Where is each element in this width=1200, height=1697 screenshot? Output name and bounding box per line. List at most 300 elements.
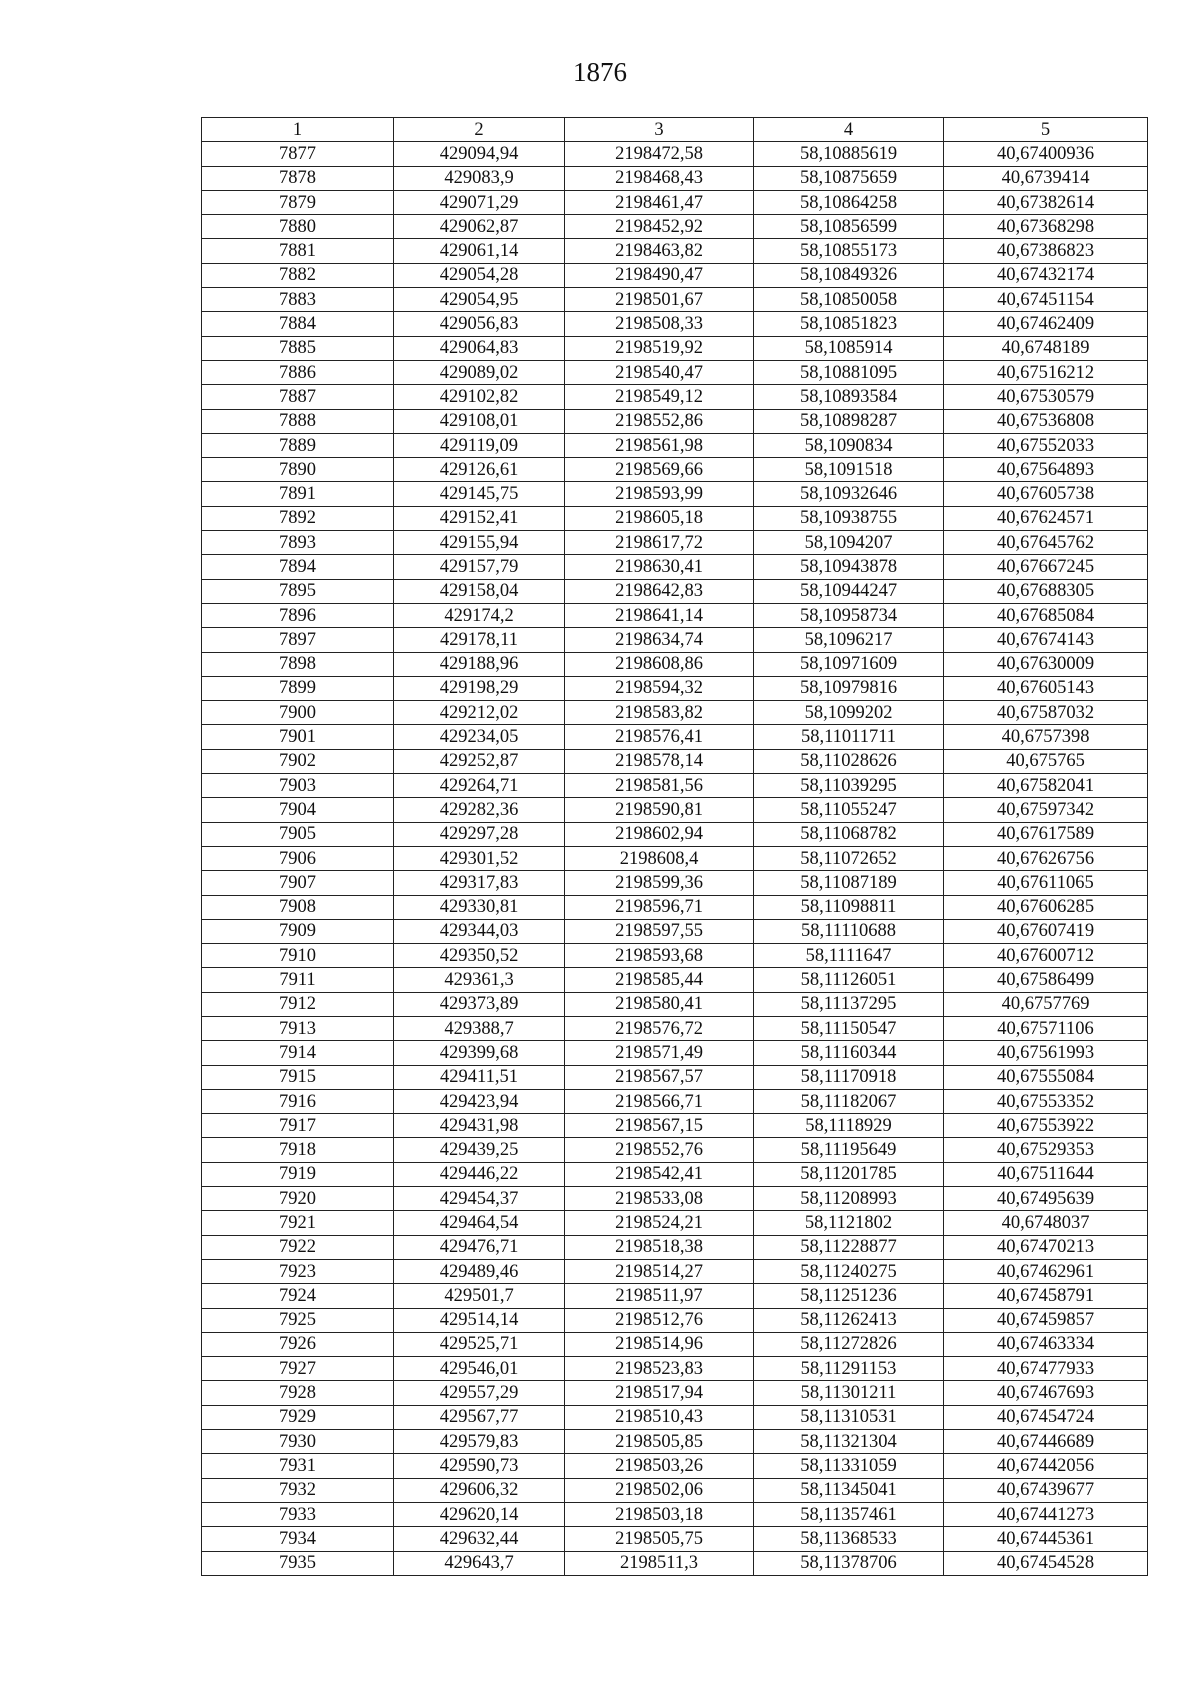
x-coordinate-cell: 429632,44 xyxy=(394,1527,565,1551)
longitude-cell: 40,6757769 xyxy=(944,992,1148,1016)
table-row xyxy=(202,603,1148,627)
y-coordinate-cell: 2198583,82 xyxy=(565,701,754,725)
x-coordinate-cell: 429064,83 xyxy=(394,336,565,360)
point-number-cell: 7927 xyxy=(202,1357,394,1381)
table-row xyxy=(202,555,1148,579)
longitude-cell: 40,67564893 xyxy=(944,458,1148,482)
x-coordinate-cell: 429174,2 xyxy=(394,603,565,627)
x-coordinate-cell: 429439,25 xyxy=(394,1138,565,1162)
point-number-cell: 7886 xyxy=(202,360,394,384)
x-coordinate-cell: 429152,41 xyxy=(394,506,565,530)
x-coordinate-cell: 429234,05 xyxy=(394,725,565,749)
y-coordinate-cell: 2198524,21 xyxy=(565,1211,754,1235)
table-row xyxy=(202,919,1148,943)
longitude-cell: 40,67441273 xyxy=(944,1502,1148,1526)
point-number-cell: 7933 xyxy=(202,1502,394,1526)
x-coordinate-cell: 429108,01 xyxy=(394,409,565,433)
latitude-cell: 58,1099202 xyxy=(754,701,944,725)
x-coordinate-cell: 429464,54 xyxy=(394,1211,565,1235)
x-coordinate-cell: 429056,83 xyxy=(394,312,565,336)
longitude-cell: 40,67495639 xyxy=(944,1187,1148,1211)
latitude-cell: 58,11310531 xyxy=(754,1405,944,1429)
point-number-cell: 7930 xyxy=(202,1430,394,1454)
x-coordinate-cell: 429198,29 xyxy=(394,676,565,700)
column-header: 2 xyxy=(394,118,565,142)
latitude-cell: 58,10885619 xyxy=(754,142,944,166)
point-number-cell: 7883 xyxy=(202,288,394,312)
longitude-cell: 40,67386823 xyxy=(944,239,1148,263)
point-number-cell: 7897 xyxy=(202,628,394,652)
table-row xyxy=(202,1041,1148,1065)
table-row xyxy=(202,798,1148,822)
point-number-cell: 7905 xyxy=(202,822,394,846)
longitude-cell: 40,67445361 xyxy=(944,1527,1148,1551)
x-coordinate-cell: 429388,7 xyxy=(394,1016,565,1040)
y-coordinate-cell: 2198514,27 xyxy=(565,1259,754,1283)
y-coordinate-cell: 2198549,12 xyxy=(565,385,754,409)
latitude-cell: 58,1091518 xyxy=(754,458,944,482)
point-number-cell: 7922 xyxy=(202,1235,394,1259)
point-number-cell: 7899 xyxy=(202,676,394,700)
y-coordinate-cell: 2198505,75 xyxy=(565,1527,754,1551)
x-coordinate-cell: 429489,46 xyxy=(394,1259,565,1283)
coordinates-table xyxy=(201,117,1148,1576)
page-number: 1876 xyxy=(573,57,627,87)
point-number-cell: 7935 xyxy=(202,1551,394,1575)
longitude-cell: 40,67552033 xyxy=(944,433,1148,457)
y-coordinate-cell: 2198602,94 xyxy=(565,822,754,846)
x-coordinate-cell: 429361,3 xyxy=(394,968,565,992)
column-header: 3 xyxy=(565,118,754,142)
y-coordinate-cell: 2198594,32 xyxy=(565,676,754,700)
header-row xyxy=(202,118,1148,142)
x-coordinate-cell: 429431,98 xyxy=(394,1114,565,1138)
table-row xyxy=(202,1284,1148,1308)
longitude-cell: 40,67607419 xyxy=(944,919,1148,943)
x-coordinate-cell: 429350,52 xyxy=(394,944,565,968)
latitude-cell: 58,11072652 xyxy=(754,846,944,870)
y-coordinate-cell: 2198505,85 xyxy=(565,1430,754,1454)
point-number-cell: 7918 xyxy=(202,1138,394,1162)
y-coordinate-cell: 2198593,68 xyxy=(565,944,754,968)
table-row xyxy=(202,1162,1148,1186)
y-coordinate-cell: 2198519,92 xyxy=(565,336,754,360)
y-coordinate-cell: 2198502,06 xyxy=(565,1478,754,1502)
y-coordinate-cell: 2198634,74 xyxy=(565,628,754,652)
point-number-cell: 7890 xyxy=(202,458,394,482)
longitude-cell: 40,67439677 xyxy=(944,1478,1148,1502)
y-coordinate-cell: 2198511,3 xyxy=(565,1551,754,1575)
y-coordinate-cell: 2198596,71 xyxy=(565,895,754,919)
y-coordinate-cell: 2198501,67 xyxy=(565,288,754,312)
y-coordinate-cell: 2198585,44 xyxy=(565,968,754,992)
table-row xyxy=(202,1527,1148,1551)
longitude-cell: 40,67382614 xyxy=(944,190,1148,214)
y-coordinate-cell: 2198518,38 xyxy=(565,1235,754,1259)
x-coordinate-cell: 429083,9 xyxy=(394,166,565,190)
longitude-cell: 40,67645762 xyxy=(944,531,1148,555)
y-coordinate-cell: 2198605,18 xyxy=(565,506,754,530)
point-number-cell: 7898 xyxy=(202,652,394,676)
longitude-cell: 40,67555084 xyxy=(944,1065,1148,1089)
longitude-cell: 40,67553352 xyxy=(944,1089,1148,1113)
x-coordinate-cell: 429282,36 xyxy=(394,798,565,822)
table-row xyxy=(202,1089,1148,1113)
longitude-cell: 40,6739414 xyxy=(944,166,1148,190)
table-row xyxy=(202,142,1148,166)
point-number-cell: 7885 xyxy=(202,336,394,360)
table-row xyxy=(202,1551,1148,1575)
table-row xyxy=(202,676,1148,700)
latitude-cell: 58,10849326 xyxy=(754,263,944,287)
table-row xyxy=(202,774,1148,798)
y-coordinate-cell: 2198597,55 xyxy=(565,919,754,943)
x-coordinate-cell: 429054,95 xyxy=(394,288,565,312)
point-number-cell: 7879 xyxy=(202,190,394,214)
point-number-cell: 7896 xyxy=(202,603,394,627)
y-coordinate-cell: 2198593,99 xyxy=(565,482,754,506)
x-coordinate-cell: 429590,73 xyxy=(394,1454,565,1478)
point-number-cell: 7900 xyxy=(202,701,394,725)
point-number-cell: 7931 xyxy=(202,1454,394,1478)
y-coordinate-cell: 2198630,41 xyxy=(565,555,754,579)
x-coordinate-cell: 429297,28 xyxy=(394,822,565,846)
x-coordinate-cell: 429094,94 xyxy=(394,142,565,166)
point-number-cell: 7882 xyxy=(202,263,394,287)
x-coordinate-cell: 429411,51 xyxy=(394,1065,565,1089)
longitude-cell: 40,67597342 xyxy=(944,798,1148,822)
x-coordinate-cell: 429126,61 xyxy=(394,458,565,482)
point-number-cell: 7880 xyxy=(202,215,394,239)
latitude-cell: 58,10893584 xyxy=(754,385,944,409)
table-row xyxy=(202,1308,1148,1332)
x-coordinate-cell: 429119,09 xyxy=(394,433,565,457)
y-coordinate-cell: 2198452,92 xyxy=(565,215,754,239)
table-row xyxy=(202,1478,1148,1502)
y-coordinate-cell: 2198581,56 xyxy=(565,774,754,798)
x-coordinate-cell: 429557,29 xyxy=(394,1381,565,1405)
x-coordinate-cell: 429373,89 xyxy=(394,992,565,1016)
latitude-cell: 58,11126051 xyxy=(754,968,944,992)
point-number-cell: 7894 xyxy=(202,555,394,579)
table-row xyxy=(202,506,1148,530)
point-number-cell: 7928 xyxy=(202,1381,394,1405)
x-coordinate-cell: 429567,77 xyxy=(394,1405,565,1429)
x-coordinate-cell: 429423,94 xyxy=(394,1089,565,1113)
point-number-cell: 7915 xyxy=(202,1065,394,1089)
longitude-cell: 40,6757398 xyxy=(944,725,1148,749)
longitude-cell: 40,67624571 xyxy=(944,506,1148,530)
table-row xyxy=(202,1138,1148,1162)
point-number-cell: 7906 xyxy=(202,846,394,870)
longitude-cell: 40,67462409 xyxy=(944,312,1148,336)
y-coordinate-cell: 2198503,18 xyxy=(565,1502,754,1526)
point-number-cell: 7903 xyxy=(202,774,394,798)
point-number-cell: 7921 xyxy=(202,1211,394,1235)
y-coordinate-cell: 2198490,47 xyxy=(565,263,754,287)
table-row xyxy=(202,1405,1148,1429)
y-coordinate-cell: 2198523,83 xyxy=(565,1357,754,1381)
point-number-cell: 7888 xyxy=(202,409,394,433)
table-row xyxy=(202,871,1148,895)
longitude-cell: 40,67432174 xyxy=(944,263,1148,287)
point-number-cell: 7893 xyxy=(202,531,394,555)
table-row xyxy=(202,1357,1148,1381)
table-row xyxy=(202,1114,1148,1138)
y-coordinate-cell: 2198517,94 xyxy=(565,1381,754,1405)
y-coordinate-cell: 2198608,4 xyxy=(565,846,754,870)
latitude-cell: 58,1118929 xyxy=(754,1114,944,1138)
y-coordinate-cell: 2198641,14 xyxy=(565,603,754,627)
x-coordinate-cell: 429330,81 xyxy=(394,895,565,919)
y-coordinate-cell: 2198512,76 xyxy=(565,1308,754,1332)
latitude-cell: 58,11055247 xyxy=(754,798,944,822)
y-coordinate-cell: 2198472,58 xyxy=(565,142,754,166)
point-number-cell: 7911 xyxy=(202,968,394,992)
latitude-cell: 58,1121802 xyxy=(754,1211,944,1235)
latitude-cell: 58,11195649 xyxy=(754,1138,944,1162)
table-row xyxy=(202,482,1148,506)
x-coordinate-cell: 429476,71 xyxy=(394,1235,565,1259)
latitude-cell: 58,11182067 xyxy=(754,1089,944,1113)
latitude-cell: 58,10864258 xyxy=(754,190,944,214)
longitude-cell: 40,67600712 xyxy=(944,944,1148,968)
longitude-cell: 40,67617589 xyxy=(944,822,1148,846)
latitude-cell: 58,11321304 xyxy=(754,1430,944,1454)
point-number-cell: 7878 xyxy=(202,166,394,190)
table-row xyxy=(202,652,1148,676)
table-row xyxy=(202,263,1148,287)
table-row xyxy=(202,944,1148,968)
table-row xyxy=(202,288,1148,312)
table-row xyxy=(202,1211,1148,1235)
x-coordinate-cell: 429501,7 xyxy=(394,1284,565,1308)
point-number-cell: 7925 xyxy=(202,1308,394,1332)
latitude-cell: 58,11272826 xyxy=(754,1332,944,1356)
latitude-cell: 58,11291153 xyxy=(754,1357,944,1381)
point-number-cell: 7891 xyxy=(202,482,394,506)
latitude-cell: 58,11137295 xyxy=(754,992,944,1016)
point-number-cell: 7881 xyxy=(202,239,394,263)
table-header xyxy=(202,118,1148,142)
table-row xyxy=(202,846,1148,870)
table-row xyxy=(202,531,1148,555)
y-coordinate-cell: 2198576,41 xyxy=(565,725,754,749)
table-row xyxy=(202,992,1148,1016)
x-coordinate-cell: 429062,87 xyxy=(394,215,565,239)
column-header: 1 xyxy=(202,118,394,142)
latitude-cell: 58,10875659 xyxy=(754,166,944,190)
latitude-cell: 58,11068782 xyxy=(754,822,944,846)
point-number-cell: 7919 xyxy=(202,1162,394,1186)
y-coordinate-cell: 2198569,66 xyxy=(565,458,754,482)
latitude-cell: 58,11251236 xyxy=(754,1284,944,1308)
table-row xyxy=(202,1065,1148,1089)
y-coordinate-cell: 2198599,36 xyxy=(565,871,754,895)
table-row xyxy=(202,725,1148,749)
x-coordinate-cell: 429071,29 xyxy=(394,190,565,214)
longitude-cell: 40,67586499 xyxy=(944,968,1148,992)
longitude-cell: 40,67516212 xyxy=(944,360,1148,384)
y-coordinate-cell: 2198567,57 xyxy=(565,1065,754,1089)
point-number-cell: 7889 xyxy=(202,433,394,457)
point-number-cell: 7920 xyxy=(202,1187,394,1211)
longitude-cell: 40,67530579 xyxy=(944,385,1148,409)
x-coordinate-cell: 429317,83 xyxy=(394,871,565,895)
longitude-cell: 40,675765 xyxy=(944,749,1148,773)
point-number-cell: 7917 xyxy=(202,1114,394,1138)
point-number-cell: 7909 xyxy=(202,919,394,943)
x-coordinate-cell: 429089,02 xyxy=(394,360,565,384)
table-row xyxy=(202,215,1148,239)
y-coordinate-cell: 2198463,82 xyxy=(565,239,754,263)
latitude-cell: 58,11110688 xyxy=(754,919,944,943)
latitude-cell: 58,11160344 xyxy=(754,1041,944,1065)
point-number-cell: 7907 xyxy=(202,871,394,895)
y-coordinate-cell: 2198578,14 xyxy=(565,749,754,773)
x-coordinate-cell: 429264,71 xyxy=(394,774,565,798)
longitude-cell: 40,67674143 xyxy=(944,628,1148,652)
x-coordinate-cell: 429643,7 xyxy=(394,1551,565,1575)
x-coordinate-cell: 429054,28 xyxy=(394,263,565,287)
y-coordinate-cell: 2198511,97 xyxy=(565,1284,754,1308)
latitude-cell: 58,11011711 xyxy=(754,725,944,749)
longitude-cell: 40,67626756 xyxy=(944,846,1148,870)
latitude-cell: 58,11378706 xyxy=(754,1551,944,1575)
latitude-cell: 58,11028626 xyxy=(754,749,944,773)
table-row xyxy=(202,968,1148,992)
table-row xyxy=(202,166,1148,190)
y-coordinate-cell: 2198576,72 xyxy=(565,1016,754,1040)
x-coordinate-cell: 429606,32 xyxy=(394,1478,565,1502)
point-number-cell: 7929 xyxy=(202,1405,394,1429)
latitude-cell: 58,1090834 xyxy=(754,433,944,457)
longitude-cell: 40,67587032 xyxy=(944,701,1148,725)
latitude-cell: 58,11150547 xyxy=(754,1016,944,1040)
table-row xyxy=(202,1454,1148,1478)
table-row xyxy=(202,1235,1148,1259)
y-coordinate-cell: 2198571,49 xyxy=(565,1041,754,1065)
point-number-cell: 7926 xyxy=(202,1332,394,1356)
longitude-cell: 40,67470213 xyxy=(944,1235,1148,1259)
longitude-cell: 40,67536808 xyxy=(944,409,1148,433)
longitude-cell: 40,67582041 xyxy=(944,774,1148,798)
latitude-cell: 58,10979816 xyxy=(754,676,944,700)
y-coordinate-cell: 2198566,71 xyxy=(565,1089,754,1113)
y-coordinate-cell: 2198552,86 xyxy=(565,409,754,433)
longitude-cell: 40,67688305 xyxy=(944,579,1148,603)
latitude-cell: 58,10932646 xyxy=(754,482,944,506)
table-row xyxy=(202,409,1148,433)
latitude-cell: 58,11087189 xyxy=(754,871,944,895)
table-row xyxy=(202,1332,1148,1356)
x-coordinate-cell: 429212,02 xyxy=(394,701,565,725)
latitude-cell: 58,10850058 xyxy=(754,288,944,312)
table-row xyxy=(202,433,1148,457)
longitude-cell: 40,67454724 xyxy=(944,1405,1148,1429)
table-row xyxy=(202,701,1148,725)
table-row xyxy=(202,360,1148,384)
table-row xyxy=(202,749,1148,773)
longitude-cell: 40,67368298 xyxy=(944,215,1148,239)
latitude-cell: 58,1085914 xyxy=(754,336,944,360)
latitude-cell: 58,11368533 xyxy=(754,1527,944,1551)
longitude-cell: 40,6748189 xyxy=(944,336,1148,360)
x-coordinate-cell: 429188,96 xyxy=(394,652,565,676)
longitude-cell: 40,67606285 xyxy=(944,895,1148,919)
x-coordinate-cell: 429157,79 xyxy=(394,555,565,579)
y-coordinate-cell: 2198617,72 xyxy=(565,531,754,555)
longitude-cell: 40,67446689 xyxy=(944,1430,1148,1454)
latitude-cell: 58,10971609 xyxy=(754,652,944,676)
table-row xyxy=(202,1381,1148,1405)
longitude-cell: 40,67400936 xyxy=(944,142,1148,166)
y-coordinate-cell: 2198642,83 xyxy=(565,579,754,603)
latitude-cell: 58,11331059 xyxy=(754,1454,944,1478)
y-coordinate-cell: 2198542,41 xyxy=(565,1162,754,1186)
point-number-cell: 7914 xyxy=(202,1041,394,1065)
latitude-cell: 58,10851823 xyxy=(754,312,944,336)
point-number-cell: 7877 xyxy=(202,142,394,166)
latitude-cell: 58,10881095 xyxy=(754,360,944,384)
latitude-cell: 58,11098811 xyxy=(754,895,944,919)
x-coordinate-cell: 429399,68 xyxy=(394,1041,565,1065)
table-row xyxy=(202,1430,1148,1454)
y-coordinate-cell: 2198468,43 xyxy=(565,166,754,190)
longitude-cell: 40,67605738 xyxy=(944,482,1148,506)
point-number-cell: 7884 xyxy=(202,312,394,336)
x-coordinate-cell: 429514,14 xyxy=(394,1308,565,1332)
longitude-cell: 40,67458791 xyxy=(944,1284,1148,1308)
table-row xyxy=(202,458,1148,482)
longitude-cell: 40,67463334 xyxy=(944,1332,1148,1356)
x-coordinate-cell: 429620,14 xyxy=(394,1502,565,1526)
y-coordinate-cell: 2198590,81 xyxy=(565,798,754,822)
column-header: 4 xyxy=(754,118,944,142)
x-coordinate-cell: 429178,11 xyxy=(394,628,565,652)
table-row xyxy=(202,336,1148,360)
x-coordinate-cell: 429546,01 xyxy=(394,1357,565,1381)
latitude-cell: 58,11301211 xyxy=(754,1381,944,1405)
y-coordinate-cell: 2198580,41 xyxy=(565,992,754,1016)
point-number-cell: 7913 xyxy=(202,1016,394,1040)
y-coordinate-cell: 2198510,43 xyxy=(565,1405,754,1429)
latitude-cell: 58,11345041 xyxy=(754,1478,944,1502)
longitude-cell: 40,67605143 xyxy=(944,676,1148,700)
latitude-cell: 58,10938755 xyxy=(754,506,944,530)
latitude-cell: 58,11201785 xyxy=(754,1162,944,1186)
y-coordinate-cell: 2198567,15 xyxy=(565,1114,754,1138)
table-row xyxy=(202,895,1148,919)
latitude-cell: 58,11240275 xyxy=(754,1259,944,1283)
y-coordinate-cell: 2198552,76 xyxy=(565,1138,754,1162)
latitude-cell: 58,11228877 xyxy=(754,1235,944,1259)
latitude-cell: 58,1111647 xyxy=(754,944,944,968)
y-coordinate-cell: 2198533,08 xyxy=(565,1187,754,1211)
x-coordinate-cell: 429446,22 xyxy=(394,1162,565,1186)
table-body xyxy=(202,142,1148,1576)
longitude-cell: 40,67459857 xyxy=(944,1308,1148,1332)
x-coordinate-cell: 429061,14 xyxy=(394,239,565,263)
table-row xyxy=(202,579,1148,603)
point-number-cell: 7934 xyxy=(202,1527,394,1551)
point-number-cell: 7908 xyxy=(202,895,394,919)
longitude-cell: 40,6748037 xyxy=(944,1211,1148,1235)
point-number-cell: 7924 xyxy=(202,1284,394,1308)
longitude-cell: 40,67561993 xyxy=(944,1041,1148,1065)
longitude-cell: 40,67454528 xyxy=(944,1551,1148,1575)
point-number-cell: 7901 xyxy=(202,725,394,749)
